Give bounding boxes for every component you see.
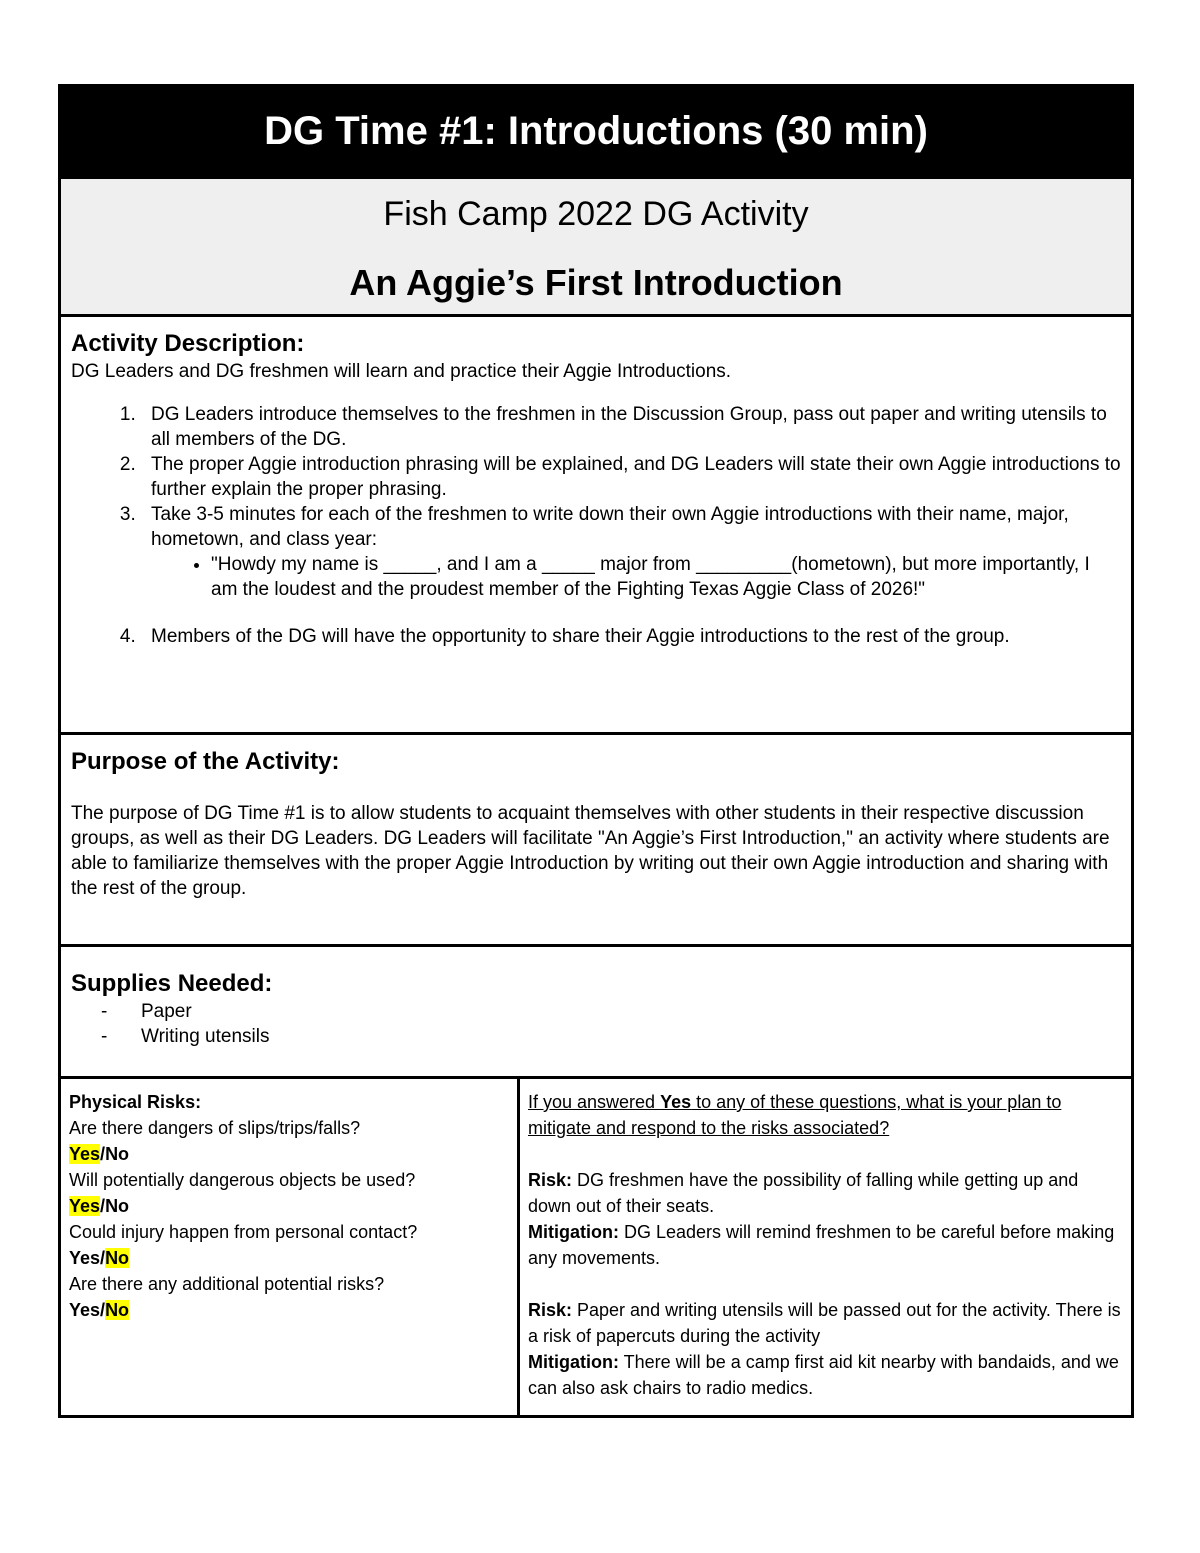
answer-yes-selected: Yes <box>69 1196 101 1216</box>
mitigation-plan-column <box>520 1079 1131 1415</box>
activity-document <box>58 84 1134 1418</box>
quote-list <box>151 552 1121 602</box>
physical-risks-heading: Physical Risks: <box>69 1092 202 1112</box>
risk-answer: Yes/No <box>69 1248 130 1268</box>
mitigation-text: DG Leaders will remind freshmen to be careful before making any movements. <box>528 1222 1115 1268</box>
supplies-heading: Supplies Needed: <box>71 970 273 997</box>
step-text: The proper Aggie introduction phrasing will be explained, and DG Leaders will state their own Aggie introductions to further explain the proper phrasing. <box>151 454 1121 500</box>
supplies-section <box>58 944 1134 1076</box>
subtitle-block <box>58 176 1134 314</box>
risk-answer: Yes/No <box>69 1300 130 1320</box>
mitigation-text: There will be a camp first aid kit nearby with bandaids, and we can also ask chairs to radio medics. <box>528 1352 1119 1398</box>
answer-yes: Yes <box>69 1300 101 1320</box>
mitigation-label: Mitigation: <box>528 1222 619 1242</box>
risk-label: Risk: <box>528 1170 573 1190</box>
risk-text: Paper and writing utensils will be passed out for the activity. There is a risk of papercuts during the activity <box>528 1300 1121 1346</box>
activity-name: An Aggie’s First Introduction <box>349 262 843 303</box>
document-title: DG Time #1: Introductions (30 min) <box>264 109 928 153</box>
risk-question: Are there any additional potential risks? <box>69 1274 385 1294</box>
risk-text: DG freshmen have the possibility of falling while getting up and down out of their seats. <box>528 1170 1079 1216</box>
activity-description-intro: DG Leaders and DG freshmen will learn and practice their Aggie Introductions. <box>71 361 732 382</box>
mitigation-entry <box>528 1349 1123 1401</box>
risk-question: Could injury happen from personal contact? <box>69 1222 418 1242</box>
mitigation-prompt: If you answered Yes to any of these questions, what is your plan to mitigate and respond to the risks associated? <box>528 1092 1062 1138</box>
purpose-heading: Purpose of the Activity: <box>71 748 340 775</box>
intro-quote: • "Howdy my name is _____, and I am a _____ major from _________(hometown), but more importantly, I am the loudest and the proudest member of the Fighting Texas Aggie Class of 2026!" <box>211 552 1121 602</box>
title-bar <box>58 84 1134 176</box>
risk-answer: Yes/No <box>69 1144 130 1164</box>
mitigation-entry <box>528 1219 1123 1271</box>
risk-table <box>58 1076 1134 1418</box>
answer-no: No <box>105 1144 130 1164</box>
purpose-text: The purpose of DG Time #1 is to allow students to acquaint themselves with other students in their respective discussion groups, as well as their DG Leaders. DG Leaders will facilitate "An Aggie’s First Introduction," an activity where students are able to familiarize themselves with the proper Aggie Introduction by writing out their own Aggie introduction and sharing with the rest of the group. <box>71 803 1110 899</box>
purpose-section <box>58 732 1134 944</box>
risk-entry <box>528 1167 1123 1219</box>
answer-no-selected: No <box>105 1248 130 1268</box>
document-subtitle: Fish Camp 2022 DG Activity <box>383 195 809 233</box>
answer-yes: Yes <box>69 1248 101 1268</box>
supply-item: - Writing utensils <box>141 1024 1121 1049</box>
answer-no-selected: No <box>105 1300 130 1320</box>
step-item <box>141 452 1121 502</box>
step-item <box>141 624 1121 649</box>
supplies-list <box>71 999 1121 1049</box>
step-text: DG Leaders introduce themselves to the freshmen in the Discussion Group, pass out paper and writing utensils to all members of the DG. <box>151 404 1107 450</box>
mitigation-label: Mitigation: <box>528 1352 619 1372</box>
answer-yes-selected: Yes <box>69 1144 101 1164</box>
step-item <box>141 502 1121 624</box>
physical-risks-column <box>61 1079 520 1415</box>
risk-entry <box>528 1297 1123 1349</box>
risk-question: Will potentially dangerous objects be used? <box>69 1170 416 1190</box>
risk-question: Are there dangers of slips/trips/falls? <box>69 1118 361 1138</box>
answer-no: No <box>105 1196 130 1216</box>
supply-item: - Paper <box>141 999 1121 1024</box>
activity-description-heading: Activity Description: <box>71 330 305 357</box>
step-item <box>141 402 1121 452</box>
activity-description-section <box>58 314 1134 732</box>
step-text: Take 3-5 minutes for each of the freshmen to write down their own Aggie introductions with their name, major, hometown, and class year: <box>151 504 1069 550</box>
steps-list <box>71 402 1121 649</box>
step-text: Members of the DG will have the opportunity to share their Aggie introductions to the rest of the group. <box>151 626 1010 647</box>
risk-answer: Yes/No <box>69 1196 130 1216</box>
risk-label: Risk: <box>528 1300 573 1320</box>
